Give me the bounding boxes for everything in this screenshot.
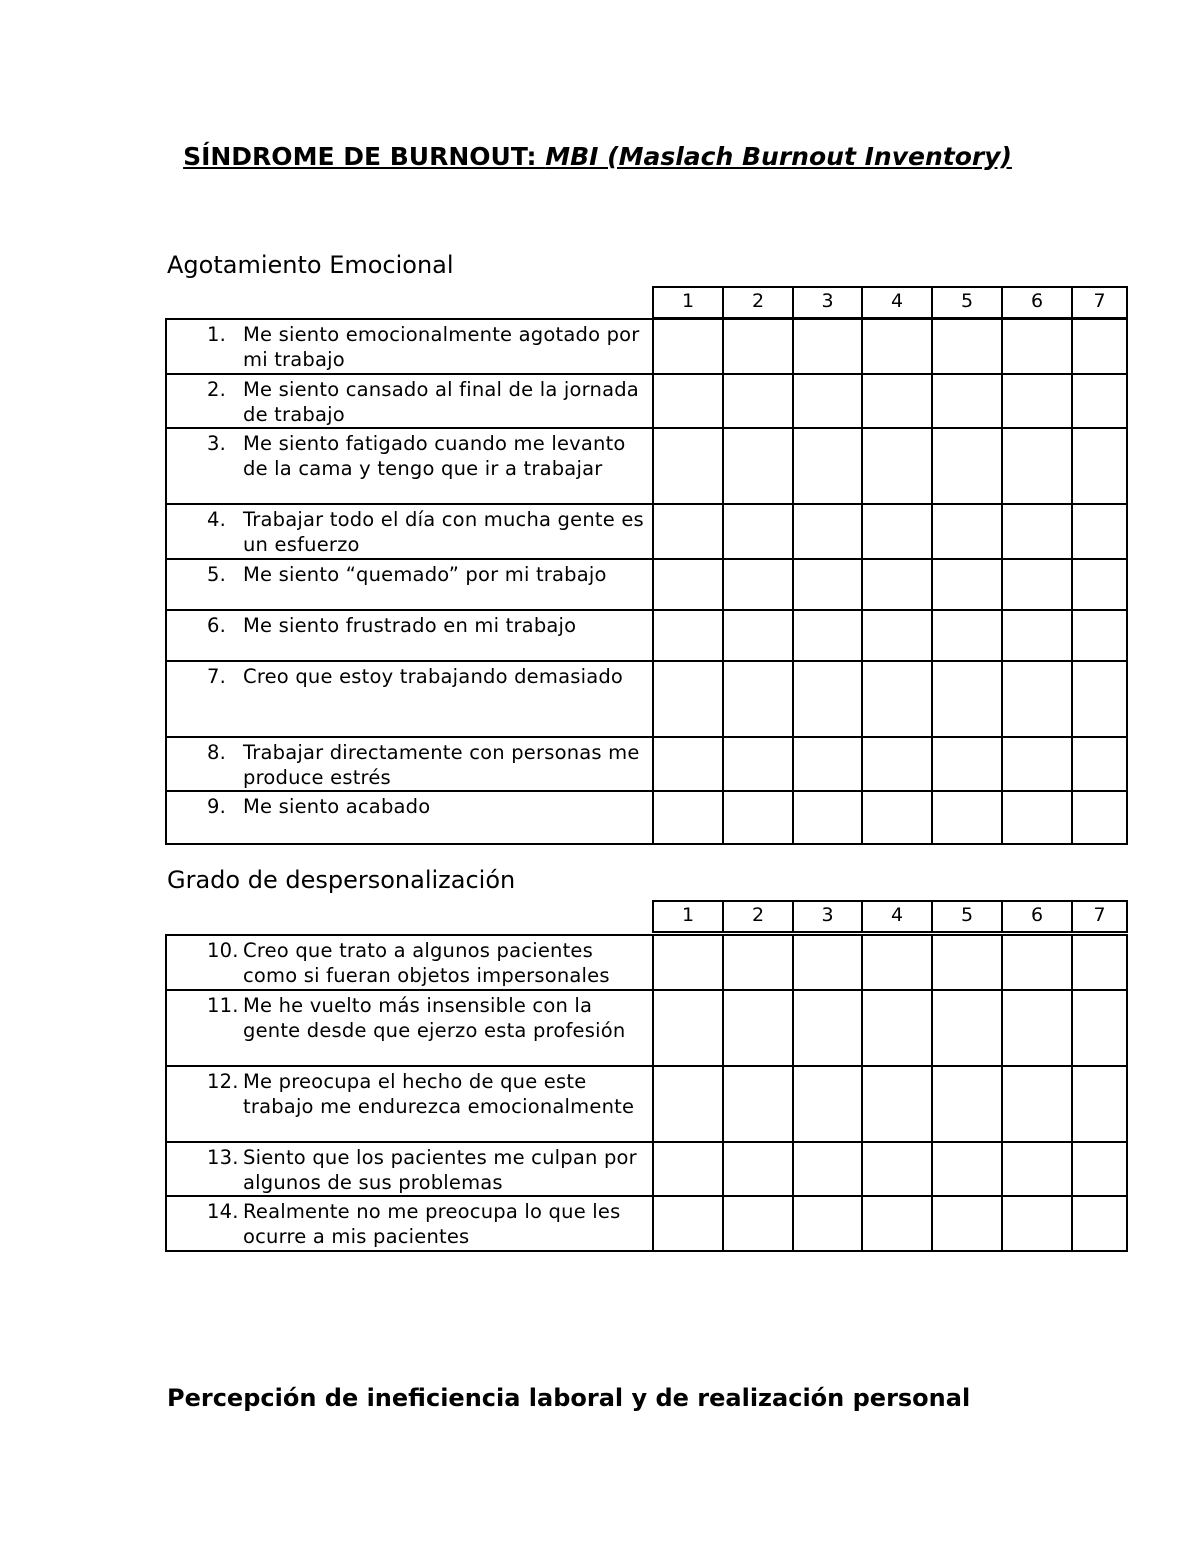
rating-cell-1[interactable] (653, 990, 723, 1066)
item-statement (167, 505, 652, 558)
item-row (166, 935, 1127, 990)
item-row (166, 791, 1127, 844)
item-number: 14. (207, 1200, 239, 1224)
item-text: Trabajar directamente con personas me produce estrés (243, 740, 640, 790)
item-row (166, 504, 1127, 559)
section-heading-realizacion: Percepción de ineficiencia laboral y de realización personal (167, 1384, 971, 1412)
rating-cell-2[interactable] (723, 559, 793, 610)
rating-cell-4[interactable] (862, 1066, 932, 1142)
rating-cell-6[interactable] (1002, 504, 1072, 559)
rating-cell-7[interactable] (1072, 319, 1127, 374)
rating-cell-2[interactable] (723, 374, 793, 429)
item-statement (167, 991, 652, 1044)
rating-cell-3[interactable] (793, 504, 862, 559)
item-number: 12. (207, 1069, 239, 1093)
rating-cell-1[interactable] (653, 504, 723, 559)
item-row (166, 374, 1127, 429)
item-statement (167, 936, 652, 989)
rating-cell-1[interactable] (653, 610, 723, 661)
scale-label: 1 (653, 287, 723, 318)
item-text: Me siento “quemado” por mi trabajo (243, 562, 607, 586)
rating-cell-5[interactable] (932, 374, 1002, 429)
item-statement (167, 1143, 652, 1196)
rating-cell-7[interactable] (1072, 374, 1127, 429)
rating-cell-6[interactable] (1002, 610, 1072, 661)
item-statement (167, 1197, 652, 1250)
item-text: Creo que trato a algunos pacientes como si fueran objetos impersonales (243, 939, 610, 988)
scale-label: 5 (932, 901, 1002, 932)
item-number: 5. (207, 562, 227, 586)
rating-cell-6[interactable] (1002, 791, 1072, 844)
item-row (166, 559, 1127, 610)
rating-cell-4[interactable] (862, 504, 932, 559)
rating-cell-7[interactable] (1072, 559, 1127, 610)
scale-label: 7 (1072, 901, 1127, 932)
rating-cell-2[interactable] (723, 504, 793, 559)
rating-cell-5[interactable] (932, 1066, 1002, 1142)
items-table-agotamiento (165, 318, 1128, 845)
scale-label: 6 (1002, 287, 1072, 318)
item-text: Realmente no me preocupa lo que les ocurre a mis pacientes (243, 1200, 621, 1249)
rating-cell-6[interactable] (1002, 1066, 1072, 1142)
item-row (166, 990, 1127, 1066)
item-row (166, 661, 1127, 737)
rating-cell-5[interactable] (932, 1196, 1002, 1251)
rating-cell-5[interactable] (932, 610, 1002, 661)
scale-label: 5 (932, 287, 1002, 318)
rating-cell-6[interactable] (1002, 1142, 1072, 1197)
item-number: 9. (207, 795, 227, 819)
rating-cell-2[interactable] (723, 319, 793, 374)
item-text: Siento que los pacientes me culpan por algunos de sus problemas (243, 1145, 637, 1194)
rating-cell-5[interactable] (932, 1142, 1002, 1197)
rating-cell-4[interactable] (862, 661, 932, 737)
rating-cell-1[interactable] (653, 1196, 723, 1251)
scale-label: 6 (1002, 901, 1072, 932)
rating-cell-1[interactable] (653, 559, 723, 610)
item-text: Trabajar todo el día con mucha gente es un esfuerzo (243, 508, 644, 557)
rating-cell-3[interactable] (793, 661, 862, 737)
rating-cell-6[interactable] (1002, 374, 1072, 429)
rating-cell-7[interactable] (1072, 990, 1127, 1066)
section-heading-agotamiento: Agotamiento Emocional (167, 251, 454, 279)
scale-header (652, 900, 1128, 933)
item-number: 2. (207, 377, 227, 401)
rating-cell-7[interactable] (1072, 428, 1127, 504)
item-text: Me siento fatigado cuando me levanto de la cama y tengo que ir a trabajar (243, 432, 626, 481)
item-number: 4. (207, 508, 227, 532)
rating-cell-1[interactable] (653, 737, 723, 792)
rating-cell-3[interactable] (793, 1066, 862, 1142)
rating-cell-7[interactable] (1072, 935, 1127, 990)
rating-cell-1[interactable] (653, 935, 723, 990)
rating-cell-7[interactable] (1072, 610, 1127, 661)
rating-cell-2[interactable] (723, 791, 793, 844)
item-text: Me siento cansado al final de la jornada de trabajo (243, 377, 639, 426)
scale-label: 2 (723, 901, 793, 932)
rating-cell-5[interactable] (932, 935, 1002, 990)
rating-cell-1[interactable] (653, 319, 723, 374)
rating-cell-6[interactable] (1002, 737, 1072, 792)
rating-cell-4[interactable] (862, 791, 932, 844)
item-text: Me he vuelto más insensible con la gente desde que ejerzo esta profesión (243, 993, 626, 1042)
scale-label: 4 (862, 287, 932, 318)
rating-cell-4[interactable] (862, 935, 932, 990)
item-row (166, 428, 1127, 504)
rating-cell-1[interactable] (653, 1066, 723, 1142)
rating-cell-6[interactable] (1002, 990, 1072, 1066)
rating-cell-5[interactable] (932, 504, 1002, 559)
rating-cell-4[interactable] (862, 990, 932, 1066)
rating-cell-1[interactable] (653, 428, 723, 504)
scale-label: 1 (653, 901, 723, 932)
item-row (166, 610, 1127, 661)
rating-cell-2[interactable] (723, 737, 793, 792)
item-number: 13. (207, 1145, 239, 1169)
rating-cell-7[interactable] (1072, 1142, 1127, 1197)
rating-cell-1[interactable] (653, 1142, 723, 1197)
item-row (166, 737, 1127, 792)
rating-cell-3[interactable] (793, 559, 862, 610)
scale-label: 3 (793, 901, 862, 932)
rating-cell-2[interactable] (723, 935, 793, 990)
rating-cell-3[interactable] (793, 990, 862, 1066)
rating-cell-4[interactable] (862, 428, 932, 504)
rating-cell-2[interactable] (723, 1142, 793, 1197)
scale-label: 3 (793, 287, 862, 318)
item-number: 8. (207, 740, 227, 764)
rating-cell-2[interactable] (723, 428, 793, 504)
rating-cell-3[interactable] (793, 610, 862, 661)
scale-label: 2 (723, 287, 793, 318)
rating-cell-5[interactable] (932, 428, 1002, 504)
item-statement (167, 560, 652, 587)
item-number: 1. (207, 323, 227, 346)
rating-cell-4[interactable] (862, 559, 932, 610)
title-plain: SÍNDROME DE BURNOUT: (183, 142, 546, 171)
rating-cell-6[interactable] (1002, 559, 1072, 610)
item-row (166, 319, 1127, 374)
rating-cell-7[interactable] (1072, 737, 1127, 792)
item-row (166, 1066, 1127, 1142)
item-statement (167, 375, 652, 428)
rating-cell-4[interactable] (862, 319, 932, 374)
rating-cell-3[interactable] (793, 1142, 862, 1197)
rating-cell-1[interactable] (653, 791, 723, 844)
rating-cell-3[interactable] (793, 935, 862, 990)
rating-cell-6[interactable] (1002, 428, 1072, 504)
page-title (165, 138, 1030, 176)
rating-cell-6[interactable] (1002, 661, 1072, 737)
rating-cell-5[interactable] (932, 990, 1002, 1066)
scale-label: 4 (862, 901, 932, 932)
item-number: 7. (207, 664, 227, 688)
rating-cell-2[interactable] (723, 661, 793, 737)
item-text: Me siento frustrado en mi trabajo (243, 613, 577, 637)
rating-cell-2[interactable] (723, 1196, 793, 1251)
item-statement (167, 792, 652, 819)
items-table-despersonalizacion (165, 934, 1128, 1252)
rating-cell-4[interactable] (862, 1142, 932, 1197)
rating-cell-6[interactable] (1002, 319, 1072, 374)
rating-cell-4[interactable] (862, 610, 932, 661)
rating-cell-6[interactable] (1002, 1196, 1072, 1251)
scale-label: 7 (1072, 287, 1127, 318)
rating-cell-5[interactable] (932, 661, 1002, 737)
item-text: Me preocupa el hecho de que este trabajo me endurezca emocionalmente (243, 1069, 635, 1118)
rating-cell-7[interactable] (1072, 661, 1127, 737)
item-number: 6. (207, 613, 227, 637)
rating-cell-2[interactable] (723, 610, 793, 661)
rating-cell-3[interactable] (793, 374, 862, 429)
rating-cell-6[interactable] (1002, 935, 1072, 990)
item-statement (167, 738, 652, 791)
rating-cell-1[interactable] (653, 661, 723, 737)
item-statement (167, 611, 652, 638)
item-statement (167, 429, 652, 482)
item-row (166, 1196, 1127, 1251)
item-statement (167, 1067, 652, 1120)
item-number: 11. (207, 993, 239, 1017)
item-number: 3. (207, 432, 227, 456)
rating-cell-1[interactable] (653, 374, 723, 429)
rating-cell-3[interactable] (793, 791, 862, 844)
rating-cell-5[interactable] (932, 791, 1002, 844)
rating-cell-3[interactable] (793, 319, 862, 374)
item-number: 10. (207, 939, 239, 962)
rating-cell-3[interactable] (793, 428, 862, 504)
scale-header (652, 286, 1128, 319)
rating-cell-7[interactable] (1072, 504, 1127, 559)
title-italic: MBI (Maslach Burnout Inventory) (545, 142, 1012, 171)
item-text: Me siento emocionalmente agotado por mi trabajo (243, 323, 640, 372)
rating-cell-5[interactable] (932, 319, 1002, 374)
rating-cell-2[interactable] (723, 990, 793, 1066)
rating-cell-7[interactable] (1072, 791, 1127, 844)
rating-cell-5[interactable] (932, 559, 1002, 610)
rating-cell-4[interactable] (862, 737, 932, 792)
item-text: Me siento acabado (243, 795, 431, 819)
item-statement (167, 662, 652, 689)
rating-cell-7[interactable] (1072, 1196, 1127, 1251)
rating-cell-3[interactable] (793, 737, 862, 792)
item-row (166, 1142, 1127, 1197)
rating-cell-2[interactable] (723, 1066, 793, 1142)
rating-cell-3[interactable] (793, 1196, 862, 1251)
rating-cell-4[interactable] (862, 374, 932, 429)
section-heading-despersonalizacion: Grado de despersonalización (167, 866, 516, 894)
item-statement (167, 320, 652, 373)
rating-cell-5[interactable] (932, 737, 1002, 792)
rating-cell-7[interactable] (1072, 1066, 1127, 1142)
item-text: Creo que estoy trabajando demasiado (243, 664, 624, 688)
rating-cell-4[interactable] (862, 1196, 932, 1251)
